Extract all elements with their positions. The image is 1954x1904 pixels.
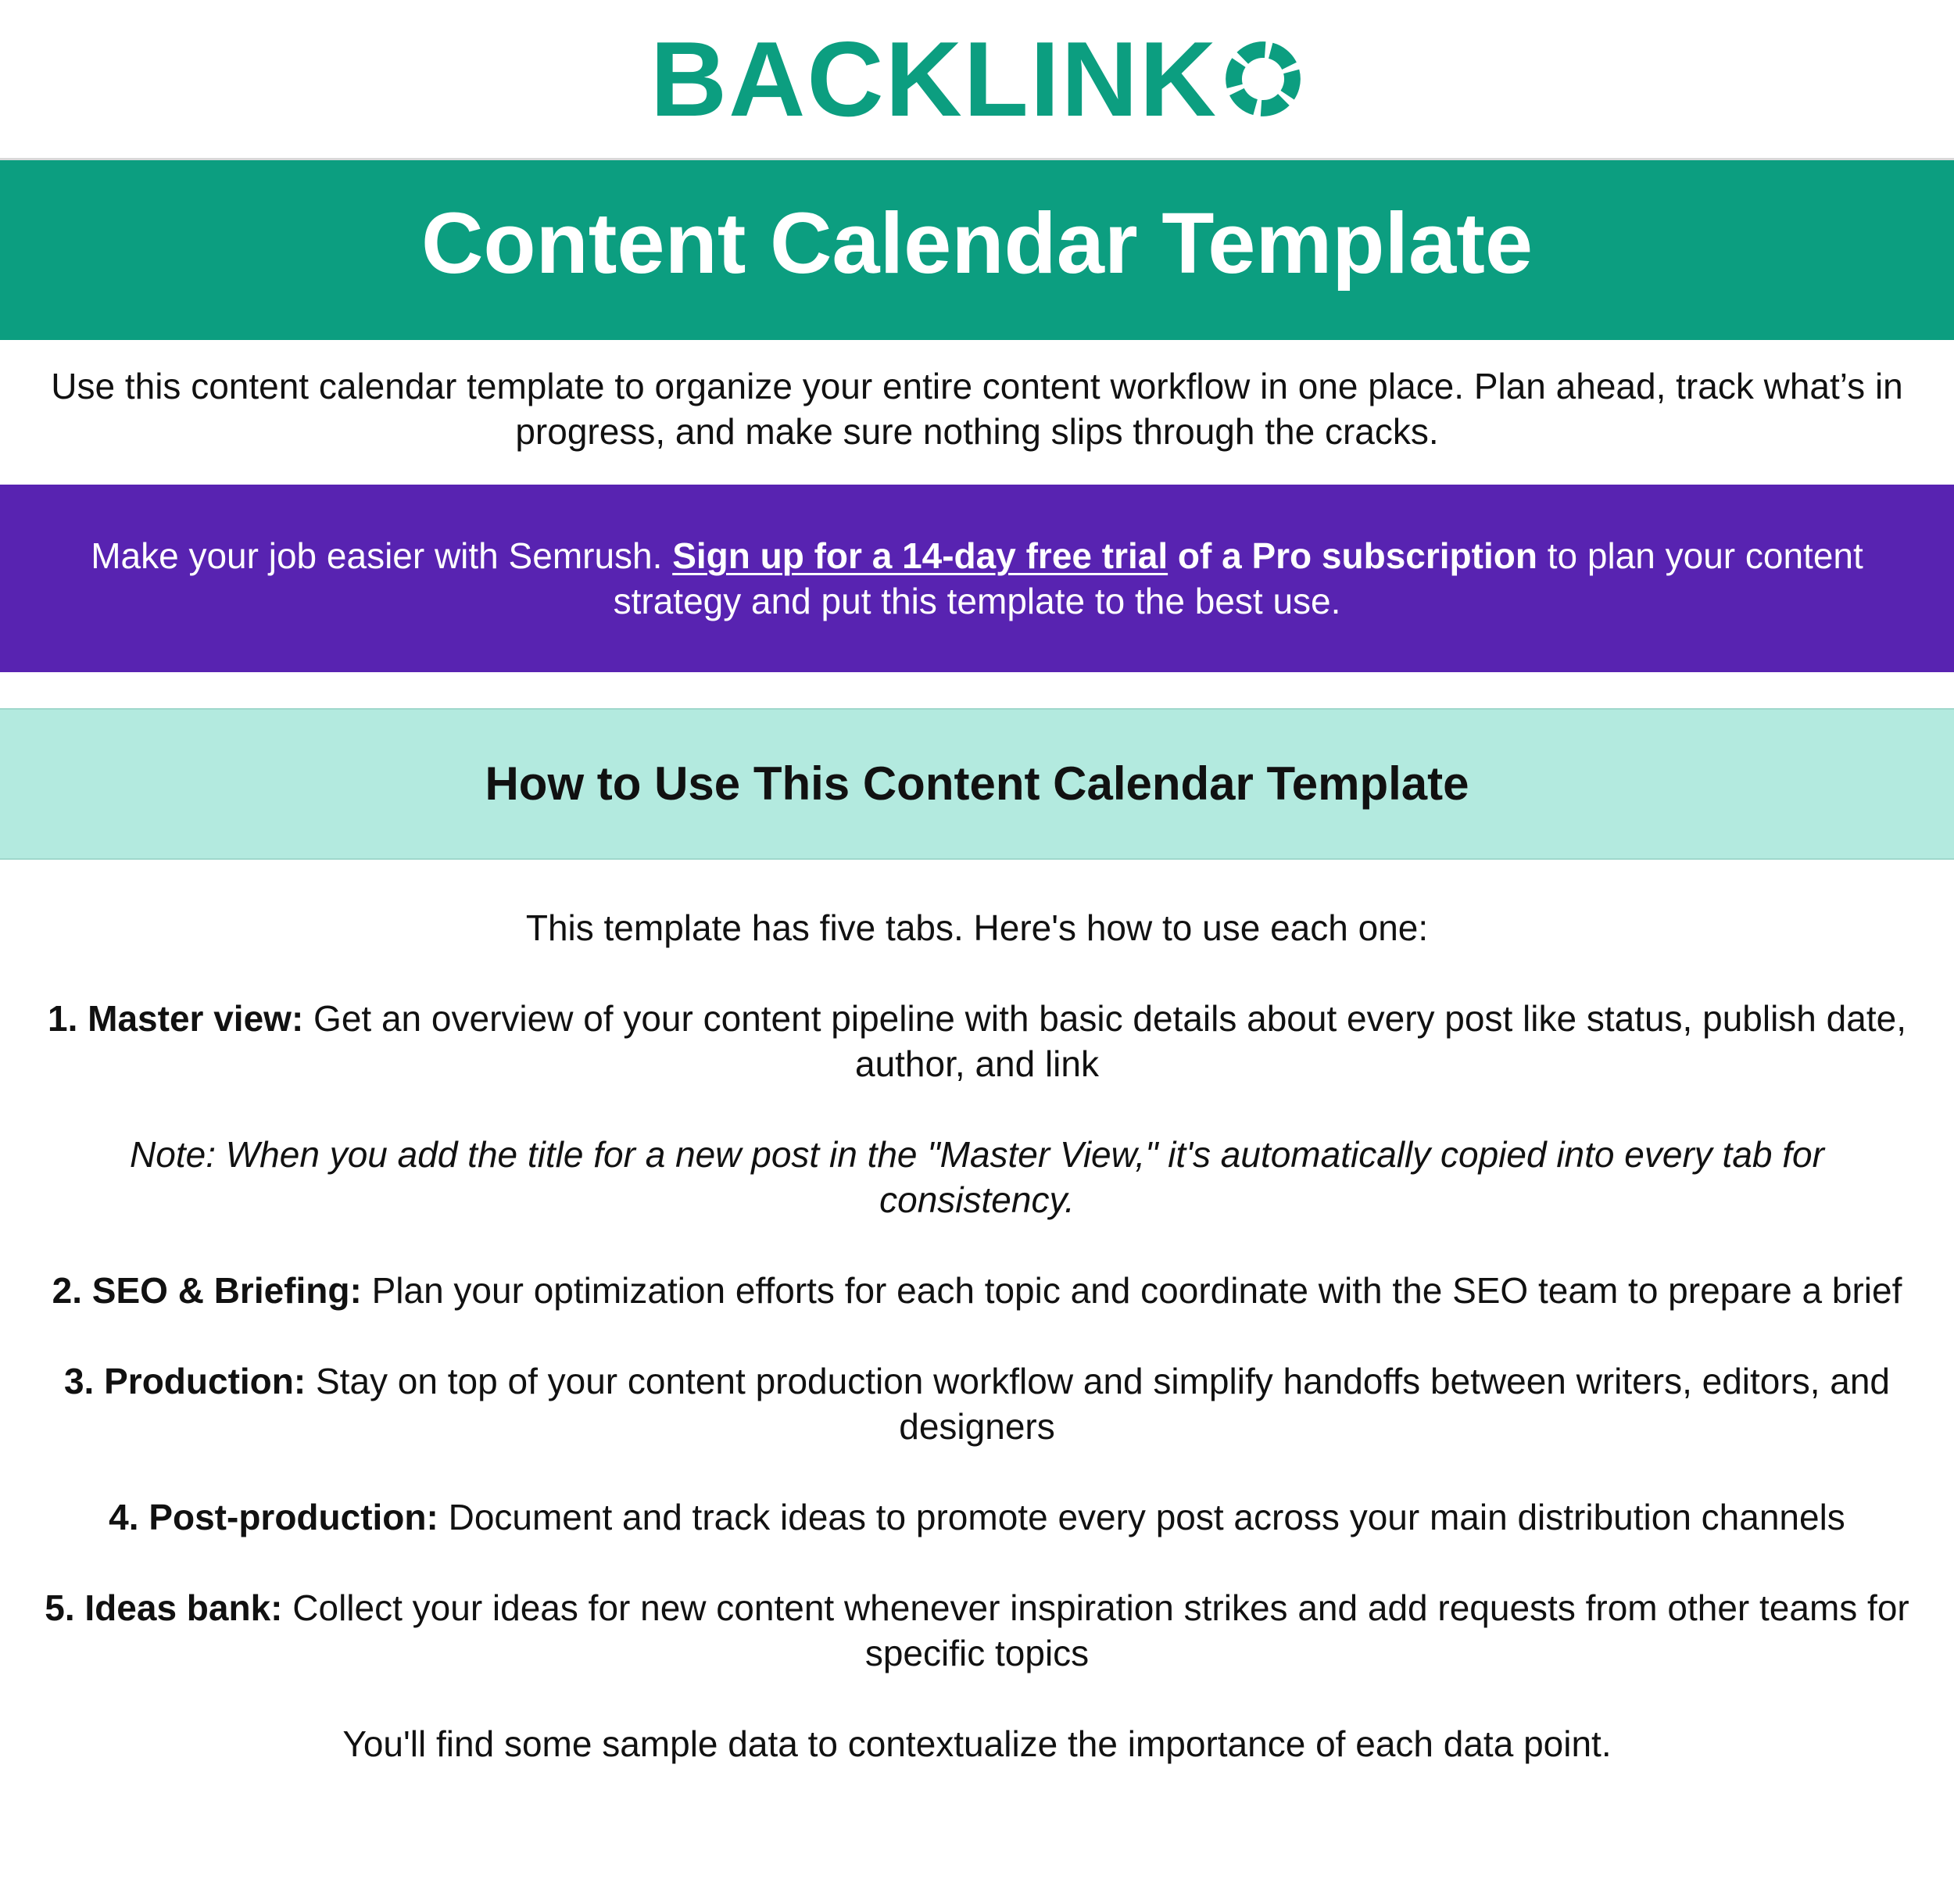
intro-text: Use this content calendar template to organize your entire content workflow in one place. Plan ahead, track what’s in progress, and make sure nothing slips through the cracks. <box>51 366 1903 452</box>
howto-header-band <box>0 708 1954 860</box>
tab-text: Document and track ideas to promote every post across your main distribution channels <box>448 1497 1845 1537</box>
logo-row <box>0 0 1954 158</box>
free-trial-link[interactable]: Sign up for a 14-day free trial <box>672 535 1168 576</box>
tab-label: 4. Post-production: <box>109 1497 438 1537</box>
tab-label: 5. Ideas bank: <box>45 1587 283 1628</box>
promo-tail: to plan your content strategy and put this template to the best use. <box>613 535 1863 621</box>
howto-intro: This template has five tabs. Here's how to use each one: <box>525 907 1429 948</box>
backlinko-logo[interactable] <box>650 20 1304 138</box>
tab-label: 1. Master view: <box>48 998 304 1039</box>
tab-label: 3. Production: <box>63 1361 306 1401</box>
tab-description-ideas-bank <box>31 1585 1923 1676</box>
tab-description-post-production <box>31 1494 1923 1540</box>
master-view-note: Note: When you add the title for a new post in the "Master View," it's automatically copied into every tab for consistency. <box>130 1134 1824 1220</box>
page-title: Content Calendar Template <box>421 195 1533 292</box>
promo-text <box>39 533 1915 624</box>
promo-banner <box>0 485 1954 672</box>
tab-description-seo-briefing <box>31 1268 1923 1313</box>
howto-body <box>31 905 1923 1812</box>
tab-description-master-view <box>31 996 1923 1086</box>
logo-text: BACKLINK <box>650 20 1219 138</box>
tab-description-production <box>31 1358 1923 1449</box>
tab-label: 2. SEO & Briefing: <box>52 1270 362 1311</box>
closing-text: You'll find some sample data to contextualize the importance of each data point. <box>342 1723 1612 1764</box>
logo-ring-icon <box>1222 38 1304 120</box>
tab-text: Stay on top of your content production workflow and simplify handoffs between writers, editors, and designers <box>315 1361 1891 1447</box>
promo-bold: of a Pro subscription <box>1177 535 1537 576</box>
title-band <box>0 160 1954 340</box>
promo-lead: Make your job easier with Semrush. <box>91 535 663 576</box>
tab-text: Get an overview of your content pipeline with basic details about every post like status, publish date, author, and link <box>313 998 1906 1084</box>
howto-heading: How to Use This Content Calendar Template <box>485 757 1469 810</box>
tab-text: Collect your ideas for new content whenever inspiration strikes and add requests from other teams for specific topics <box>292 1587 1909 1673</box>
tab-text: Plan your optimization efforts for each topic and coordinate with the SEO team to prepare a brief <box>371 1270 1902 1311</box>
